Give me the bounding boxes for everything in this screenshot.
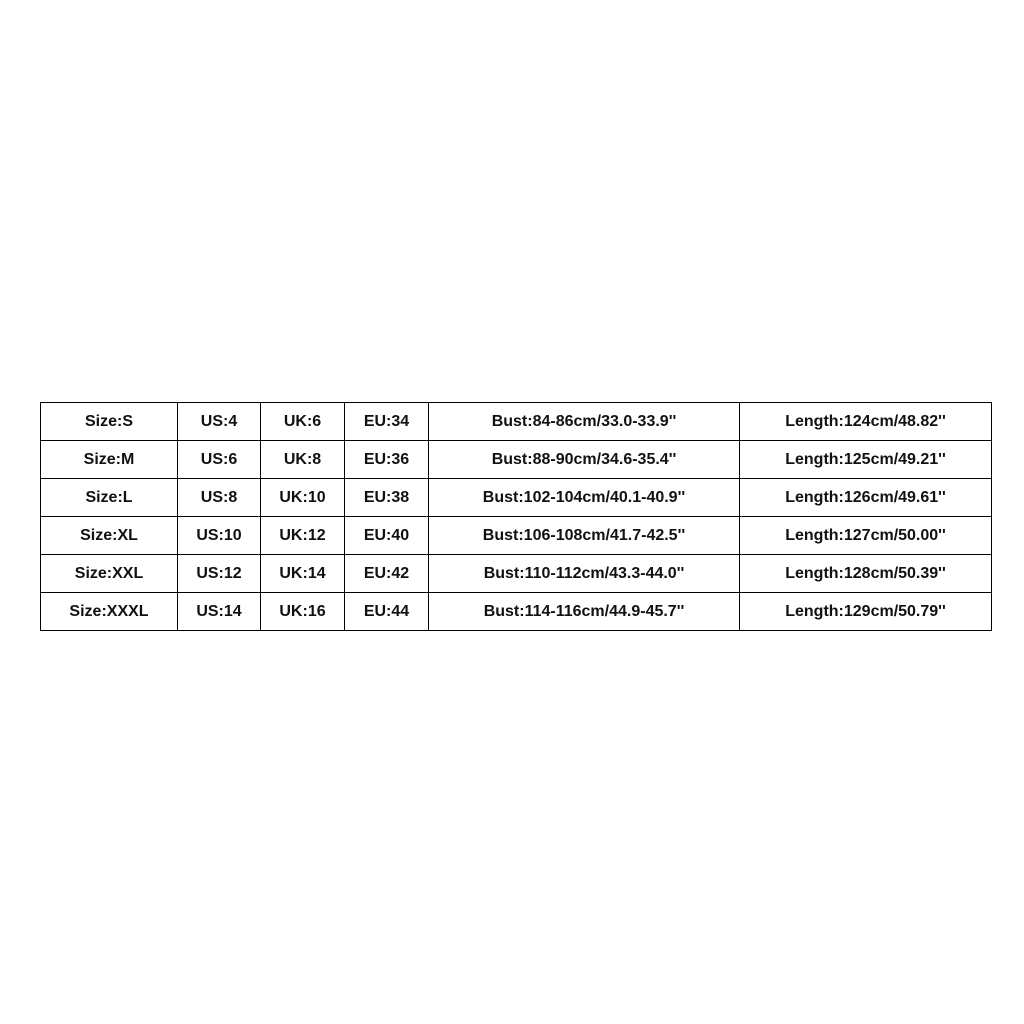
- bust-cell: Bust:88-90cm/34.6-35.4'': [429, 441, 740, 479]
- table-row: [41, 403, 992, 441]
- uk-size-cell: UK:14: [261, 555, 345, 593]
- bust-cell: Bust:114-116cm/44.9-45.7'': [429, 593, 740, 631]
- uk-size-cell: UK:6: [261, 403, 345, 441]
- size-cell: Size:XL: [41, 517, 178, 555]
- table-row: [41, 555, 992, 593]
- length-cell: Length:128cm/50.39'': [740, 555, 992, 593]
- us-size-cell: US:14: [178, 593, 261, 631]
- us-size-cell: US:6: [178, 441, 261, 479]
- bust-cell: Bust:102-104cm/40.1-40.9'': [429, 479, 740, 517]
- eu-size-cell: EU:38: [345, 479, 429, 517]
- eu-size-cell: EU:36: [345, 441, 429, 479]
- table-row: [41, 593, 992, 631]
- size-cell: Size:M: [41, 441, 178, 479]
- uk-size-cell: UK:8: [261, 441, 345, 479]
- us-size-cell: US:10: [178, 517, 261, 555]
- uk-size-cell: UK:12: [261, 517, 345, 555]
- us-size-cell: US:8: [178, 479, 261, 517]
- bust-cell: Bust:106-108cm/41.7-42.5'': [429, 517, 740, 555]
- length-cell: Length:127cm/50.00'': [740, 517, 992, 555]
- table-row: [41, 517, 992, 555]
- eu-size-cell: EU:34: [345, 403, 429, 441]
- table-row: [41, 479, 992, 517]
- bust-cell: Bust:84-86cm/33.0-33.9'': [429, 403, 740, 441]
- size-cell: Size:XXL: [41, 555, 178, 593]
- size-cell: Size:S: [41, 403, 178, 441]
- uk-size-cell: UK:10: [261, 479, 345, 517]
- length-cell: Length:129cm/50.79'': [740, 593, 992, 631]
- size-cell: Size:XXXL: [41, 593, 178, 631]
- length-cell: Length:124cm/48.82'': [740, 403, 992, 441]
- eu-size-cell: EU:42: [345, 555, 429, 593]
- bust-cell: Bust:110-112cm/43.3-44.0'': [429, 555, 740, 593]
- us-size-cell: US:4: [178, 403, 261, 441]
- eu-size-cell: EU:40: [345, 517, 429, 555]
- us-size-cell: US:12: [178, 555, 261, 593]
- size-cell: Size:L: [41, 479, 178, 517]
- table-row: [41, 441, 992, 479]
- length-cell: Length:125cm/49.21'': [740, 441, 992, 479]
- eu-size-cell: EU:44: [345, 593, 429, 631]
- uk-size-cell: UK:16: [261, 593, 345, 631]
- length-cell: Length:126cm/49.61'': [740, 479, 992, 517]
- size-chart-table: [40, 402, 992, 631]
